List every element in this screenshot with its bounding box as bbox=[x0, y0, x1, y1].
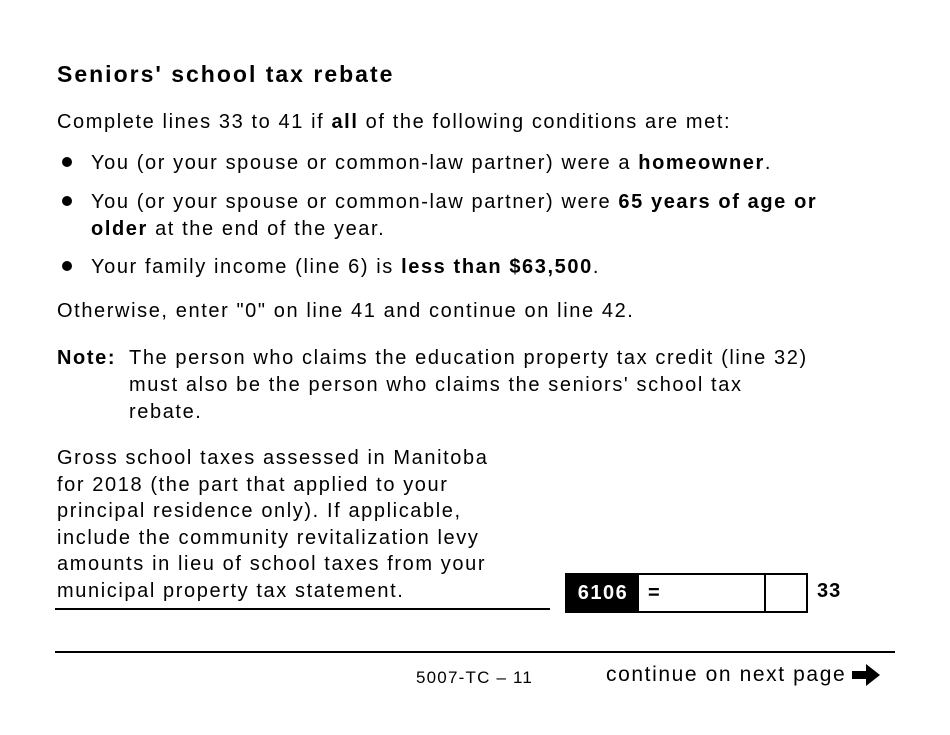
continue-next-page: continue on next page bbox=[606, 663, 880, 687]
arrow-right-icon bbox=[852, 664, 880, 686]
cents-input[interactable] bbox=[764, 575, 806, 611]
note-text: The person who claims the education property tax credit (line 32) must also be the person who claims the seniors' school tax rebate. bbox=[129, 347, 808, 423]
condition-item: Your family income (line 6) is less than $63,500. bbox=[91, 256, 601, 278]
bullet-icon bbox=[62, 196, 72, 206]
condition-item: You (or your spouse or common-law partner) were 65 years of age or older at the end of the year. bbox=[91, 191, 818, 240]
description-underline bbox=[55, 608, 550, 610]
intro-text: Complete lines 33 to 41 if all of the following conditions are met: bbox=[57, 111, 732, 133]
bullet-icon bbox=[62, 157, 72, 167]
line-number: 33 bbox=[817, 580, 842, 602]
gross-school-taxes-description: Gross school taxes assessed in Manitoba for 2018 (the part that applied to your principal residence only). If applicable, include the community revitalization levy amounts in lieu of school taxes from your municipal property tax statement. bbox=[57, 447, 489, 602]
equals-sign: = bbox=[648, 581, 662, 604]
section-title: Seniors' school tax rebate bbox=[57, 61, 395, 87]
field-code-label: 6106 bbox=[567, 575, 639, 611]
note-label: Note: bbox=[57, 347, 117, 369]
otherwise-text: Otherwise, enter "0" on line 41 and continue on line 42. bbox=[57, 300, 635, 322]
line-33-entry bbox=[565, 573, 808, 613]
condition-item: You (or your spouse or common-law partner) were a homeowner. bbox=[91, 152, 773, 174]
bullet-icon bbox=[62, 261, 72, 271]
footer-divider bbox=[55, 651, 895, 653]
amount-input[interactable] bbox=[639, 575, 764, 611]
form-page-id: 5007-TC – 11 bbox=[416, 668, 534, 687]
